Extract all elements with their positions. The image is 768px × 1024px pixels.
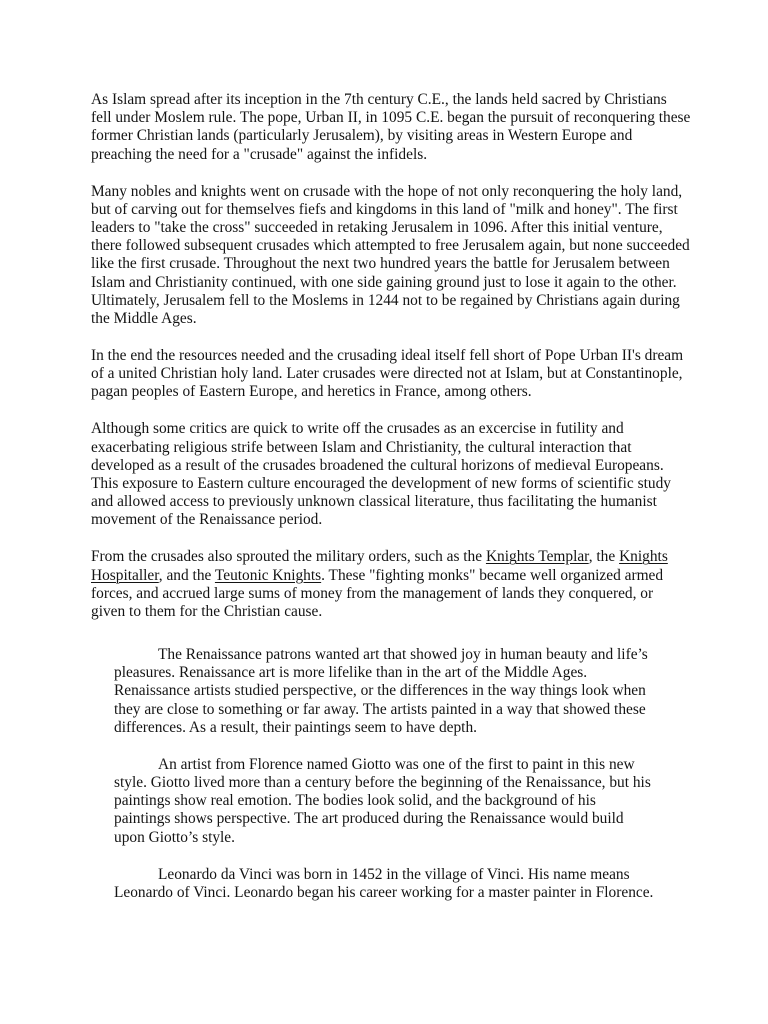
paragraph-military-orders bbox=[91, 548, 691, 621]
military-orders-text-3: , and the bbox=[158, 566, 215, 584]
renaissance-section bbox=[114, 646, 654, 921]
knights-hospitaller-link[interactable]: Knights Hospitaller bbox=[91, 548, 668, 584]
military-orders-text-1: From the crusades also sprouted the military orders, such as the bbox=[91, 548, 486, 566]
paragraph-renaissance-patrons: The Renaissance patrons wanted art that showed joy in human beauty and life’s pleasures. Renaissance art is more lifelike than in the art of the Middle Ages. Renaissance artists studied perspective, or the differences in the way things look when they are close to something or far away. The artists painted in a way that showed these differences. As a result, their paintings seem to have depth. bbox=[114, 646, 648, 736]
paragraph-end-resources: In the end the resources needed and the crusading ideal itself fell short of Pope Urban II's dream of a united Christian holy land. Later crusades were directed not at Islam, but at Constantinople, pagan peoples of Eastern Europe, and heretics in France, among others. bbox=[91, 347, 684, 401]
paragraph-leonardo: Leonardo da Vinci was born in 1452 in the village of Vinci. His name means Leonardo of Vinci. Leonardo began his career working for a master painter in Florence. bbox=[114, 865, 654, 901]
military-orders-text-2: , the bbox=[588, 548, 620, 566]
crusades-section bbox=[91, 91, 691, 640]
paragraph-giotto: An artist from Florence named Giotto was one of the first to paint in this new style. Giotto lived more than a century before the beginning of the Renaissance, but his paintings show real emotion. The bodies look solid, and the background of his paintings shows perspective. The art produced during the Renaissance would build upon Giotto’s style. bbox=[114, 755, 651, 846]
military-orders-text-4: . These "fighting monks" became well organized armed forces, and accrued large sums of money from the management of lands they conquered, or given to them for the Christian cause. bbox=[91, 566, 664, 621]
paragraph-nobles-knights: Many nobles and knights went on crusade with the hope of not only reconquering the holy land, but of carving out for themselves fiefs and kingdoms in this land of "milk and honey". The first leaders to "take the cross" succeeded in retaking Jerusalem in 1096. After this initial venture, there followed subsequent crusades which attempted to free Jerusalem again, but none succeeded like the first crusade. Throughout the next two hundred years the battle for Jerusalem between Islam and Christianity continued, with one side gaining ground just to lose it again to the other. Ultimately, Jerusalem fell to the Moslems in 1244 not to be regained by Christians again during the Middle Ages. bbox=[91, 182, 690, 328]
teutonic-knights-link[interactable]: Teutonic Knights bbox=[214, 566, 322, 584]
knights-templar-link[interactable]: Knights Templar bbox=[485, 548, 589, 566]
paragraph-cultural-interaction: Although some critics are quick to write off the crusades as an excercise in futility and exacerbating religious strife between Islam and Christianity, the cultural interaction that developed as a result of the crusades broadened the cultural horizons of medieval Europeans. This exposure to Eastern culture encouraged the development of new forms of scientific study and allowed access to previously unknown classical literature, thus facilitating the humanist movement of the Renaissance period. bbox=[91, 420, 671, 529]
paragraph-islam-spread: As Islam spread after its inception in the 7th century C.E., the lands held sacred by Christians fell under Moslem rule. The pope, Urban II, in 1095 C.E. began the pursuit of reconquering these former Christian lands (particularly Jerusalem), by visiting areas in Western Europe and preaching the need for a "crusade" against the infidels. bbox=[91, 91, 691, 163]
